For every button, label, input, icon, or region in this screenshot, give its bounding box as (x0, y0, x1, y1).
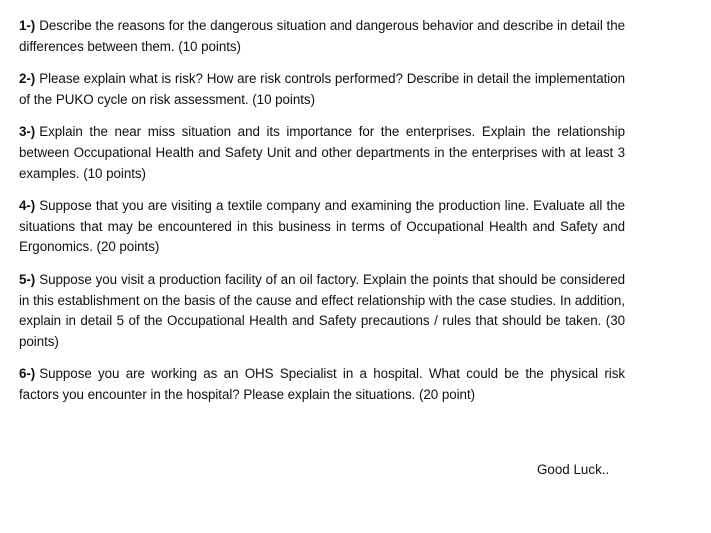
closing-note: Good Luck.. (537, 462, 610, 477)
question-5 (19, 270, 625, 352)
question-text: Explain the near miss situation and its importance for the enterprises. Explain the relationship between Occupational Health and Safety Unit and other departments in the enterprises with at least 3 examples. (10 points) (19, 124, 625, 181)
question-number: 1-) (19, 18, 36, 33)
question-number: 6-) (19, 366, 36, 382)
question-6 (19, 364, 625, 405)
question-list (19, 16, 625, 418)
question-number: 4-) (19, 198, 36, 214)
question-text: Please explain what is risk? How are risk controls performed? Describe in detail the implementation of the PUKO cycle on risk assessment. (10 points) (19, 71, 625, 107)
question-1 (19, 16, 625, 57)
question-text: Describe the reasons for the dangerous situation and dangerous behavior and describe in detail the differences between them. (10 points) (19, 18, 625, 54)
question-2 (19, 69, 625, 110)
question-text: Suppose that you are visiting a textile company and examining the production line. Evaluate all the situations that may be encountered in this business in terms of Occupational Health and Safety and Ergonomics. (20 points) (19, 198, 625, 255)
question-number: 3-) (19, 124, 36, 140)
question-4 (19, 196, 625, 258)
question-number: 2-) (19, 71, 36, 87)
question-text: Suppose you are working as an OHS Specialist in a hospital. What could be the physical risk factors you encounter in the hospital? Please explain the situations. (20 point) (19, 366, 625, 402)
question-3 (19, 122, 625, 184)
question-text: Suppose you visit a production facility of an oil factory. Explain the points that should be considered in this establishment on the basis of the cause and effect relationship with the case studies. In addition, explain in detail 5 of the Occupational Health and Safety precautions / rules that should be taken. (30 points) (19, 271, 625, 349)
question-number: 5-) (19, 271, 36, 287)
